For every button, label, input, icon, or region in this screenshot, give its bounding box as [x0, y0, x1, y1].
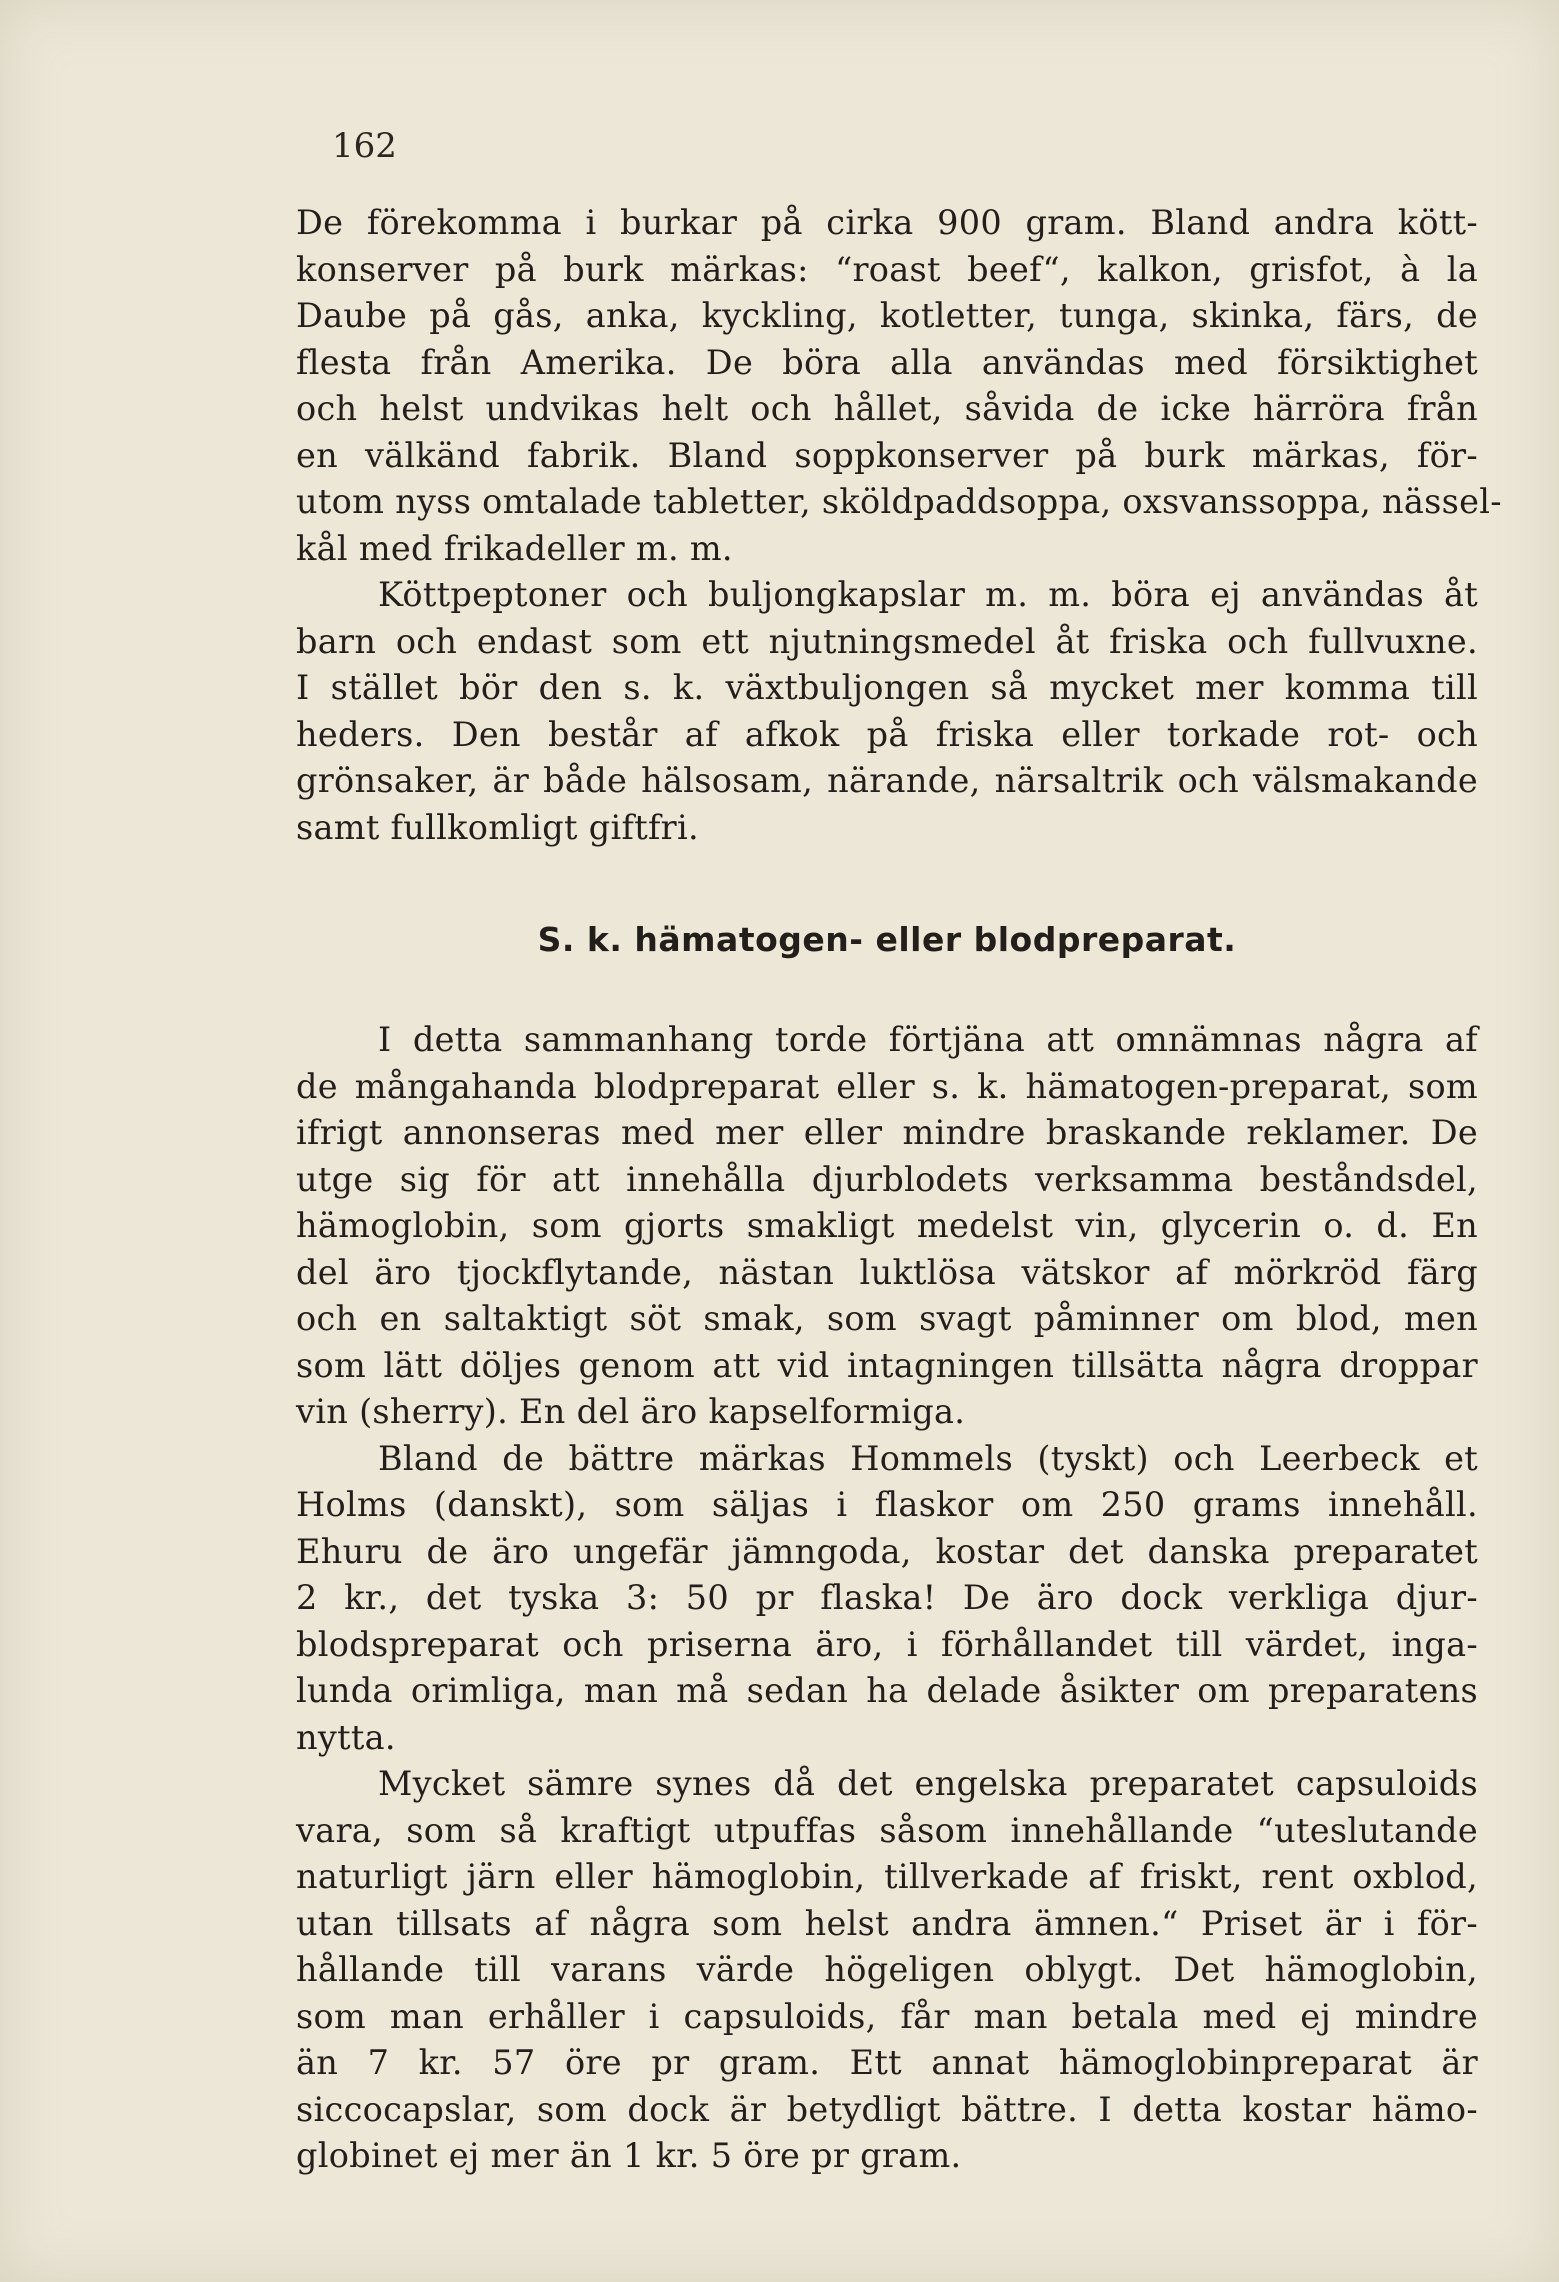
text-line: Köttpeptoner och buljongkapslar m. m. böra ej användas åt — [378, 575, 1478, 614]
text-line: Mycket sämre synes då det engelska preparatet capsuloids — [378, 1764, 1478, 1803]
paragraph-better-brands — [296, 1436, 1478, 1762]
text-line: Ehuru de äro ungefär jämngoda, kostar det danska preparatet — [296, 1531, 1478, 1571]
text-line: De förekomma i burkar på cirka 900 gram. Bland andra kött- — [296, 203, 1478, 242]
text-line: utan tillsats af några som helst andra ämnen.“ Priset är i för- — [296, 1903, 1478, 1943]
text-line: och en saltaktigt söt smak, som svagt påminner om blod, men — [296, 1299, 1478, 1338]
text-line: 2 kr., det tyska 3: 50 pr flaska! De äro dock verkliga djur- — [296, 1578, 1478, 1617]
text-line: I stället bör den s. k. växtbuljongen så mycket mer komma till — [296, 668, 1478, 707]
text-line: del äro tjockflytande, nästan luktlösa vätskor af mörkröd färg — [296, 1252, 1478, 1292]
text-line: barn och endast som ett njutningsmedel åt friska och fullvuxne. — [296, 621, 1478, 661]
text-line: heders. Den består af afkok på friska eller torkade rot- och — [296, 714, 1478, 754]
text-line: blodspreparat och priserna äro, i förhållandet till värdet, inga- — [296, 1624, 1478, 1664]
page-number: 162 — [332, 126, 397, 166]
text-line: som man erhåller i capsuloids, får man betala med ej mindre — [296, 1996, 1478, 2036]
text-line: utom nyss omtalade tabletter, sköldpaddsoppa, oxsvanssoppa, nässel- — [296, 482, 1502, 521]
text-line: samt fullkomligt giftfri. — [296, 807, 699, 847]
text-line: hämoglobin, som gjorts smakligt medelst vin, glycerin o. d. En — [296, 1206, 1478, 1245]
text-line: nytta. — [296, 1717, 396, 1757]
text-line: än 7 kr. 57 öre pr gram. Ett annat hämoglobinpreparat är — [296, 2043, 1478, 2082]
text-line: Holms (danskt), som säljas i flaskor om 250 grams innehåll. — [296, 1485, 1478, 1524]
paragraph-capsuloids — [296, 1761, 1478, 2180]
text-line: hållande till varans värde högeligen oblygt. Det hämoglobin, — [296, 1950, 1478, 1989]
text-line: Daube på gås, anka, kyckling, kotletter, tunga, skinka, färs, de — [296, 296, 1478, 335]
text-line: de mångahanda blodpreparat eller s. k. hämatogen-preparat, som — [296, 1066, 1478, 1106]
section-heading: S. k. hämatogen- eller blodpreparat. — [537, 920, 1237, 959]
text-line: kål med frikadeller m. m. — [296, 528, 733, 568]
paragraph-blood-preparations — [296, 1017, 1478, 1436]
text-line: siccocapslar, som dock är betydligt bättre. I detta kostar hämo- — [296, 2089, 1478, 2129]
text-line: som lätt döljes genom att vid intagningen tillsätta några droppar — [296, 1345, 1478, 1385]
text-line: naturligt järn eller hämoglobin, tillverkade af friskt, rent oxblod, — [296, 1857, 1478, 1896]
paragraph-meat-peptones — [296, 572, 1478, 851]
text-line: vara, som så kraftigt utpuffas såsom innehållande “uteslutande — [296, 1810, 1478, 1850]
text-line: globinet ej mer än 1 kr. 5 öre pr gram. — [296, 2136, 962, 2175]
text-line: grönsaker, är både hälsosam, närande, närsaltrik och välsmakande — [296, 761, 1478, 800]
paragraph-canned-meats — [296, 200, 1502, 572]
text-line: lunda orimliga, man må sedan ha delade åsikter om preparatens — [296, 1671, 1478, 1710]
body-text — [296, 200, 1502, 2180]
text-line: utge sig för att innehålla djurblodets verksamma beståndsdel, — [296, 1159, 1478, 1199]
text-line: ifrigt annonseras med mer eller mindre braskande reklamer. De — [296, 1113, 1478, 1152]
text-line: konserver på burk märkas: “roast beef“, kalkon, grisfot, à la — [296, 249, 1478, 289]
text-line: en välkänd fabrik. Bland soppkonserver på burk märkas, för- — [296, 435, 1478, 475]
text-line: flesta från Amerika. De böra alla användas med försiktighet — [296, 342, 1478, 382]
text-line: I detta sammanhang torde förtjäna att omnämnas några af — [378, 1020, 1478, 1059]
text-line: Bland de bättre märkas Hommels (tyskt) och Leerbeck et — [378, 1438, 1478, 1478]
text-line: vin (sherry). En del äro kapselformiga. — [296, 1392, 966, 1431]
text-line: och helst undvikas helt och hållet, såvida de icke härröra från — [296, 389, 1478, 428]
